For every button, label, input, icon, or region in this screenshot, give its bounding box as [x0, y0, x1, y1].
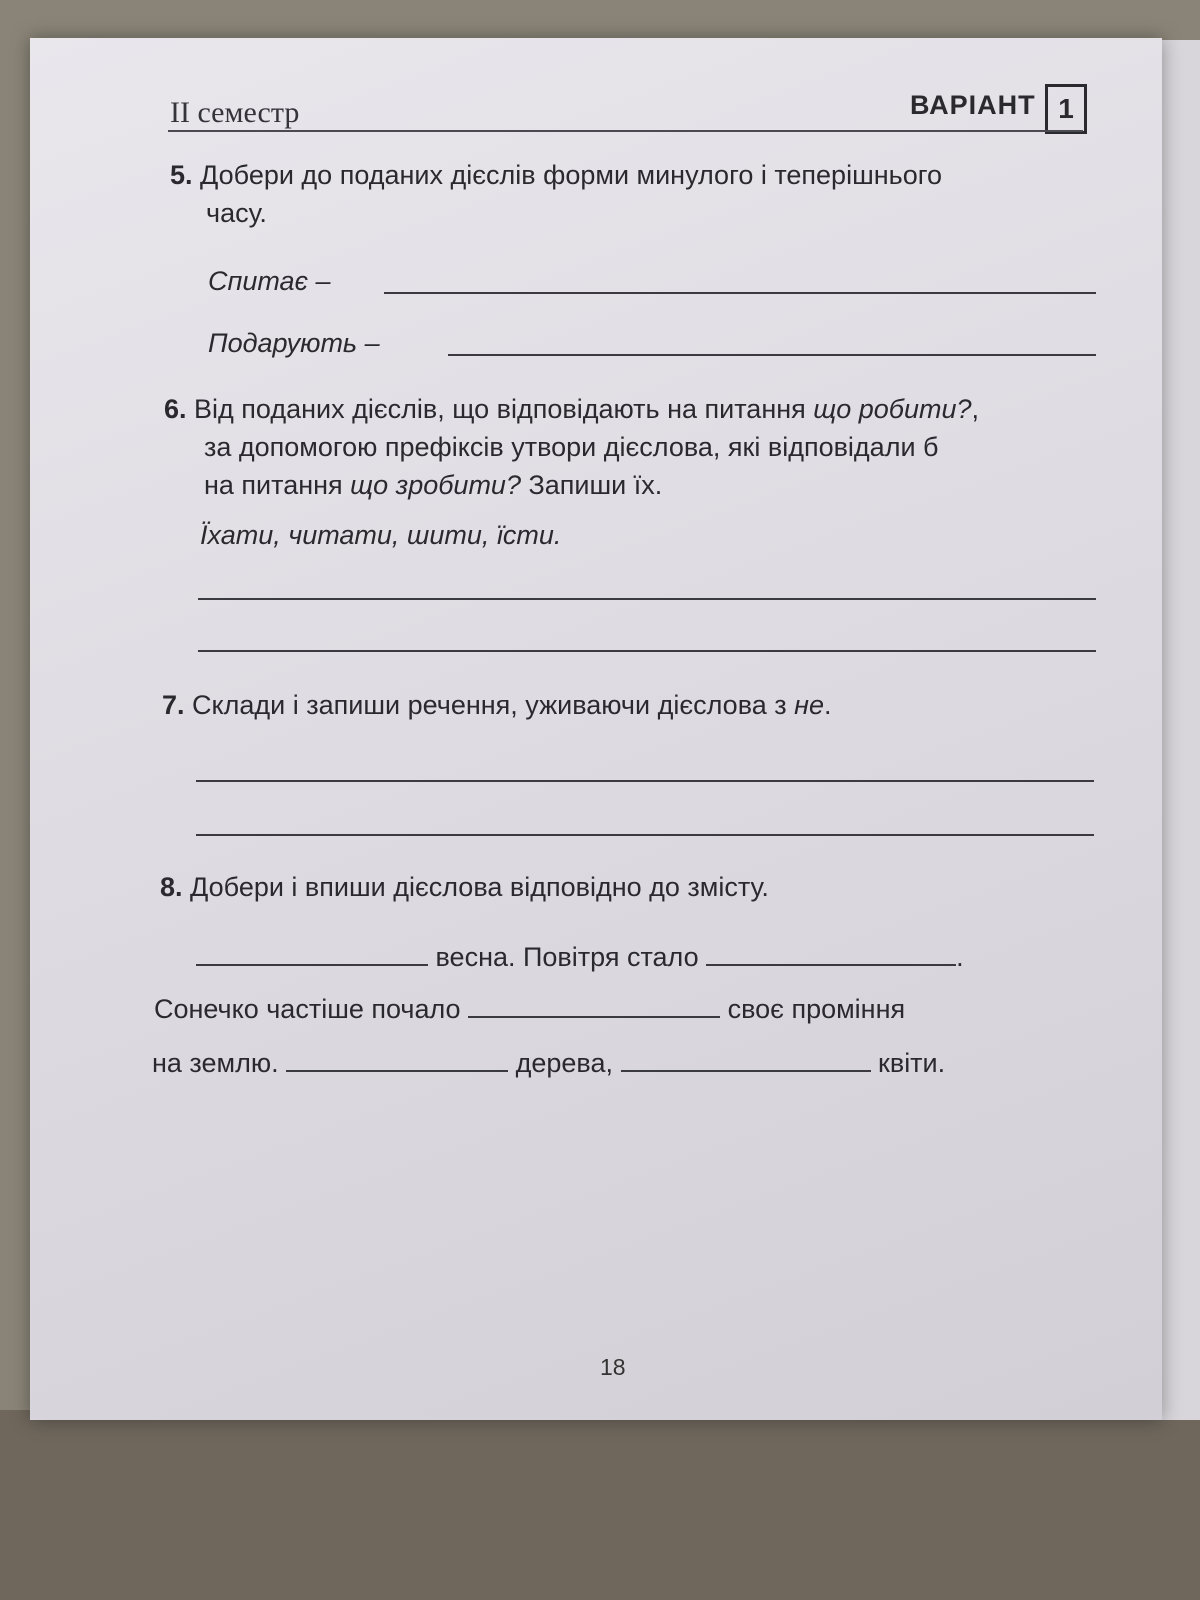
task-8-text-p3b: дерева, — [515, 1048, 613, 1078]
task-5-answer-line-1[interactable] — [384, 292, 1096, 294]
task-7-answer-line-1[interactable] — [196, 780, 1094, 782]
variant-number: 1 — [1045, 84, 1087, 134]
task-7-keyword: не — [794, 690, 825, 720]
task-8-blank-2[interactable] — [706, 964, 956, 966]
task-8-text-p2a: Сонечко частіше почало — [154, 994, 461, 1024]
page-number: 18 — [600, 1354, 626, 1380]
task-8-blank-3[interactable] — [468, 1016, 720, 1018]
task-8-text-p3c: квіти. — [878, 1048, 946, 1078]
task-6-words: Їхати, читати, шити, їсти. — [200, 520, 562, 550]
task-6 — [164, 390, 1104, 504]
task-8-paragraph-line-3 — [152, 1044, 1102, 1082]
variant-label: ВАРІАНТ — [910, 90, 1036, 120]
task-7-text-end: . — [824, 690, 832, 720]
page-header — [140, 60, 1100, 129]
task-7 — [162, 686, 1102, 724]
task-6-question-1: що робити? — [813, 394, 972, 424]
task-6-question-2: що зробити? — [350, 470, 521, 500]
task-7-answer-line-2[interactable] — [196, 834, 1094, 836]
task-8-paragraph-line-2 — [154, 990, 1104, 1028]
task-8-text-p1: весна. Повітря стало — [435, 942, 699, 972]
task-5-text: Добери до поданих дієслів форми минулого і теперішнього — [200, 160, 942, 190]
task-8-paragraph-line-1 — [196, 938, 1096, 976]
task-6-answer-line-2[interactable] — [198, 650, 1096, 652]
task-8-text-p2b: своє проміння — [727, 994, 906, 1024]
task-6-text-comma: , — [971, 394, 980, 424]
workbook-page — [30, 38, 1162, 1420]
task-6-answer-line-1[interactable] — [198, 598, 1096, 600]
task-8-blank-5[interactable] — [621, 1070, 871, 1072]
task-8-text-p3a: на землю. — [152, 1048, 279, 1078]
task-7-text: Склади і запиши речення, уживаючи дієслова з — [192, 690, 795, 720]
task-6-text-line-2: за допомогою префіксів утвори дієслова, які відповідали б — [204, 432, 939, 462]
semester-label: II семестр — [170, 96, 300, 129]
task-6-number: 6. — [164, 394, 187, 424]
task-5-answer-line-2[interactable] — [448, 354, 1096, 356]
header-divider — [168, 130, 1083, 132]
next-page-edge — [1162, 40, 1200, 1420]
task-8-text-p1-end: . — [956, 942, 964, 972]
task-8-blank-1[interactable] — [196, 964, 428, 966]
task-7-number: 7. — [162, 690, 185, 720]
task-5 — [170, 156, 1110, 232]
task-5-text-cont: часу. — [206, 198, 267, 228]
task-8-blank-4[interactable] — [286, 1070, 508, 1072]
task-5-item-1: Спитає – — [208, 266, 331, 296]
task-6-text-line-3a: на питання — [204, 470, 351, 500]
task-5-number: 5. — [170, 160, 193, 190]
task-8-number: 8. — [160, 872, 183, 902]
task-8 — [160, 868, 1100, 906]
task-8-text: Добери і впиши дієслова відповідно до змісту. — [190, 872, 769, 902]
table-surface — [0, 1410, 1200, 1600]
task-6-text-a: Від поданих дієслів, що відповідають на питання — [194, 394, 814, 424]
task-5-item-2: Подарують – — [208, 328, 380, 358]
task-6-text-line-3c: Запиши їх. — [520, 470, 663, 500]
